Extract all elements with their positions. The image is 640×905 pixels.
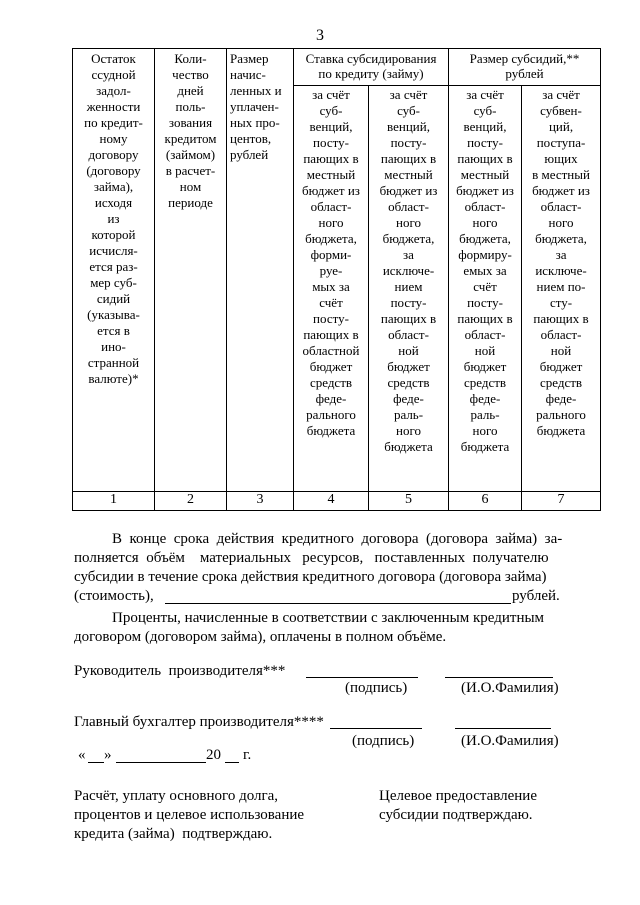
column-number-cell <box>227 492 294 511</box>
header-cell-rate-regional <box>369 86 449 492</box>
header-cell-subsidy-rate <box>294 49 449 86</box>
date-day-line[interactable] <box>88 762 104 763</box>
accountant-signature-caption: (подпись) <box>352 733 415 749</box>
paragraph-line: В конце срока действия кредитного договора (договора займа) за- <box>112 531 563 547</box>
header-subsidy-amount: Размер субсидий,** рублей <box>469 51 580 81</box>
date-close-quote: » <box>104 747 112 763</box>
column-number-cell <box>294 492 369 511</box>
header-cell-amount-regional <box>522 86 601 492</box>
page-number: 3 <box>316 27 324 44</box>
accountant-signature-line[interactable] <box>330 728 422 729</box>
column-number-cell <box>449 492 522 511</box>
head-signature-line[interactable] <box>306 677 418 678</box>
header-rate-regional: за счёт суб- венций, посту- пающих в местный бюджет из област- ного бюджета, за исключе- нием посту- пающих в област- ной бюджет средств феде- раль- ного бюджета <box>379 87 438 454</box>
header-days: Коли- чество дней поль- зования кредитом (займом) в расчет- ном периоде <box>164 51 217 210</box>
header-rate-federal: за счёт суб- венций, посту- пающих в местный бюджет из област- ного бюджета, форми- руе- мых за счёт посту- пающих в областной бюджет средств феде- рального бюджета <box>302 87 360 438</box>
column-number-cell <box>155 492 227 511</box>
column-number: 5 <box>405 492 412 507</box>
accountant-name-caption: (И.О.Фамилия) <box>461 733 559 749</box>
date-year-suffix: г. <box>243 747 252 763</box>
subsidy-table <box>72 48 601 511</box>
column-number: 6 <box>481 492 489 507</box>
header-amount-federal: за счёт суб- венций, посту- пающих в местный бюджет из област- ного бюджета, формиру- емых за счёт посту- пающих в област- ной бюджет средств феде- раль- ного бюджета <box>456 87 514 454</box>
header-amount-regional: за счёт субвен- ций, поступа- ющих в местный бюджет из област- ного бюджета, за исключе- нием по- сту- пающих в област- ной бюджет средств феде- рального бюджета <box>532 87 590 438</box>
column-number: 3 <box>256 492 264 507</box>
material-resources-paragraph <box>74 530 568 587</box>
header-interest: Размер начис- ленных и уплачен- ных про- центов, рублей <box>230 51 282 162</box>
column-number: 4 <box>327 492 335 507</box>
cost-blank-line[interactable] <box>165 603 511 604</box>
column-number: 1 <box>110 492 117 507</box>
date-year-prefix: 20 <box>206 747 221 763</box>
header-cell-days <box>155 49 227 492</box>
interest-paid-paragraph: Проценты, начисленные в соответствии с заключенным кредитным договором (договором займа), оплачены в полном объёме. <box>74 610 545 645</box>
header-cell-interest <box>227 49 294 492</box>
cost-unit: рублей. <box>512 588 560 604</box>
column-number: 7 <box>557 492 565 507</box>
paragraph-line: полняется объём материальных ресурсов, поставленных получателю <box>74 550 549 566</box>
head-name-line[interactable] <box>445 677 553 678</box>
column-number: 2 <box>187 492 194 507</box>
header-subsidy-rate: Ставка субсидирования по кредиту (займу) <box>305 51 437 81</box>
head-signature-label: Руководитель производителя*** <box>74 663 286 679</box>
column-number-cell <box>369 492 449 511</box>
head-name-caption: (И.О.Фамилия) <box>461 680 559 696</box>
head-signature-caption: (подпись) <box>345 680 408 696</box>
header-cell-loan-balance <box>73 49 155 492</box>
date-open-quote: « <box>78 747 86 763</box>
column-number-cell <box>73 492 155 511</box>
header-cell-rate-federal <box>294 86 369 492</box>
column-number-cell <box>522 492 601 511</box>
accountant-signature-label: Главный бухгалтер производителя**** <box>74 714 324 730</box>
header-cell-amount-federal <box>449 86 522 492</box>
repayment-confirmation: Расчёт, уплату основного долга, процентов и целевое использование кредита (займа) подтверждаю. <box>74 788 305 842</box>
cost-label: (стоимость), <box>74 588 154 604</box>
column-number-row <box>73 492 601 511</box>
header-cell-subsidy-amount <box>449 49 601 86</box>
subsidy-confirmation: Целевое предоставление субсидии подтверждаю. <box>379 788 537 823</box>
date-month-line[interactable] <box>116 762 206 763</box>
accountant-name-line[interactable] <box>455 728 551 729</box>
table-header-row <box>73 49 601 86</box>
date-year-line[interactable] <box>225 762 239 763</box>
header-loan-balance: Остаток ссудной задол- женности по кредит- ному договору (договору займа), исходя из которой исчисля- ется раз- мер суб- сидий (указыва- ется в ино- странной валюте)* <box>84 51 143 386</box>
paragraph-line: субсидии в течение срока действия кредитного договора (договора займа) <box>74 569 547 585</box>
